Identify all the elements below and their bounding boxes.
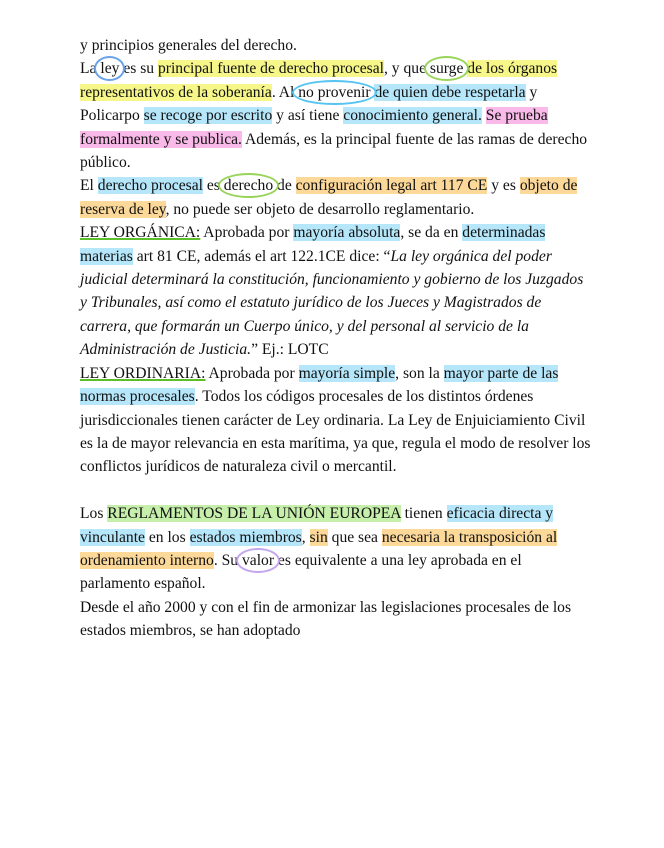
highlight-pink: Se prueba formalmente y se publica. [80, 107, 548, 148]
highlight-blue: de quien debe respetarla [374, 83, 526, 101]
text: , no puede ser objeto de desarrollo reglamentario. [165, 200, 475, 218]
highlight-blue: conocimiento general. [343, 107, 482, 125]
paragraph-ley-ordinaria [80, 362, 592, 479]
highlight-blue: derecho procesal [97, 177, 203, 195]
highlight-blue: se recoge por escrito [143, 107, 273, 125]
highlight-orange: configuración legal art 117 CE [295, 177, 488, 195]
blank-line [80, 479, 592, 502]
highlight-blue: estados miembros [189, 528, 302, 546]
text: tienen [400, 505, 447, 523]
text: art 81 CE, además el art 122.1CE dice: “ [132, 247, 391, 265]
paragraph-desde-2000 [80, 596, 592, 643]
highlight-blue: determinadas materias [80, 224, 546, 265]
heading-ley-ordinaria: LEY ORDINARIA: [80, 364, 206, 382]
text: y es [487, 177, 520, 195]
text: , y que [383, 60, 430, 78]
text: La [80, 60, 101, 78]
paragraph-ley [80, 34, 592, 174]
text: es [202, 177, 224, 195]
highlight-blue: mayoría absoluta [293, 224, 401, 242]
highlight-green: REGLAMENTOS DE LA UNIÓN EUROPEA [107, 505, 401, 523]
highlight-orange: necesaria la transposición al ordenamiento interno [80, 528, 558, 569]
paragraph-ley-organica [80, 221, 592, 361]
text: es equivalente a una ley aprobada en el parlamento español. [80, 551, 522, 593]
text: . Su [213, 551, 242, 569]
text: Aprobada por [205, 364, 299, 382]
text: y Policarpo [80, 83, 538, 125]
highlight-orange: objeto de reserva de ley [80, 177, 578, 218]
circled-valor: valor [241, 551, 275, 569]
paragraph-reglamentos-ue [80, 502, 592, 596]
text: , [301, 528, 310, 546]
text: Desde el año 2000 y con el fin de armonizar las legislaciones procesales de los estados miembros, se han adoptado [80, 598, 572, 640]
highlight-yellow: de los órganos representativos de la soberanía [80, 60, 558, 101]
text: . Al [271, 83, 299, 101]
text: y así tiene [272, 107, 344, 125]
highlight-yellow: principal fuente de derecho procesal [157, 60, 384, 78]
text: , son la [395, 364, 444, 382]
highlight-blue: mayor parte de las normas procesales [80, 364, 559, 406]
highlight-orange: sin [309, 528, 328, 546]
circled-ley: ley [100, 60, 120, 78]
text: El [80, 177, 98, 195]
text: ” Ej.: LOTC [251, 341, 329, 359]
highlight-blue: mayoría simple [298, 364, 396, 382]
text: es su [119, 60, 158, 78]
text: que sea [327, 528, 382, 546]
circled-no-provenir: no provenir [298, 83, 371, 101]
heading-ley-organica: LEY ORGÁNICA: [80, 224, 201, 242]
document-page [80, 34, 592, 643]
text: Aprobada por [200, 224, 294, 242]
circled-surge: surge [429, 60, 464, 78]
quote-italic: La ley orgánica del poder judicial determinará la constitución, funcionamiento y gobierno de los Juzgados y Tribunales, así como el estatuto jurídico de los Jueces y Magistrados de carrera, que formarán un Cuerpo único, y del personal al servicio de la Administración de Justicia. [80, 247, 584, 359]
text: . Todos los códigos procesales de los distintos órdenes jurisdiccionales tienen carácter de Ley ordinaria. La Ley de Enjuiciamiento Civil es la de mayor relevancia en esta marítima, ya que, regula el modo de resolver los conflictos jurídicos de naturaleza civil o mercantil. [80, 388, 591, 476]
circled-derecho: derecho [223, 177, 274, 195]
paragraph-derecho-procesal [80, 174, 592, 221]
text: en los [144, 528, 190, 546]
highlight-blue: eficacia directa y vinculante [80, 505, 554, 546]
text: Los [80, 505, 108, 523]
text: de [273, 177, 296, 195]
text: y principios generales del derecho. [80, 37, 297, 54]
text: Además, es la principal fuente de las ramas de derecho público. [80, 130, 588, 172]
text: , se da en [400, 224, 463, 242]
